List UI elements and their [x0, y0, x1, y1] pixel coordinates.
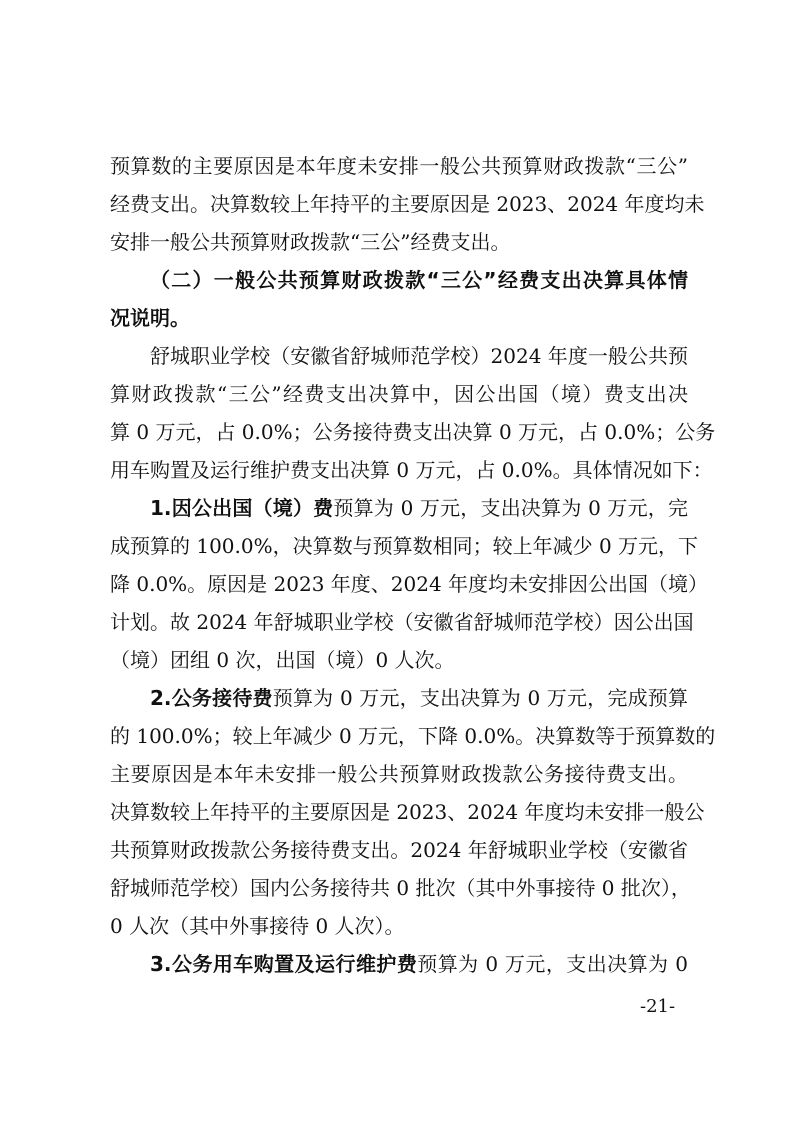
- paragraph-line: 成预算的 100.0%，决算数与预算数相同；较上年减少 0 万元，下: [110, 534, 699, 558]
- paragraph-intro: [110, 147, 705, 261]
- paragraph-summary: [110, 337, 716, 489]
- paragraph-line: 算 0 万元，占 0.0%；公务接待费支出决算 0 万元，占 0.0%；公务: [110, 420, 716, 444]
- item-first-line: [110, 679, 688, 717]
- paragraph-line: 共预算财政拨款公务接待费支出。2024 年舒城职业学校（安徽省: [110, 838, 688, 862]
- item-official-reception: [110, 679, 716, 945]
- item-first-line: [110, 945, 688, 983]
- paragraph-line: （境）团组 0 次，出国（境）0 人次。: [110, 648, 455, 672]
- paragraph-line: 安排一般公共预算财政拨款“三公”经费支出。: [110, 230, 511, 254]
- item-text: 预算为 0 万元，支出决算为 0: [417, 952, 689, 976]
- document-body: [110, 147, 716, 983]
- paragraph-line: 降 0.0%。原因是 2023 年度、2024 年度均未安排因公出国（境）: [110, 572, 709, 596]
- paragraph-line: 0 人次（其中外事接待 0 人次）。: [110, 914, 405, 938]
- item-text: 预算为 0 万元，支出决算为 0 万元，完: [333, 496, 688, 520]
- paragraph-line: 舒城职业学校（安徽省舒城师范学校）2024 年度一般公共预: [150, 344, 688, 368]
- heading-line: （二）一般公共预算财政拨款“三公”经费支出决算具体情: [150, 268, 688, 292]
- page-number: -21-: [640, 996, 676, 1017]
- item-text: 预算为 0 万元，支出决算为 0 万元，完成预算: [272, 686, 688, 710]
- item-overseas-travel: [110, 489, 709, 679]
- section-heading: [110, 261, 688, 337]
- item-title: 2.公务接待费: [150, 686, 273, 710]
- paragraph-line: 用车购置及运行维护费支出决算 0 万元，占 0.0%。具体情况如下：: [110, 458, 713, 482]
- paragraph-line: 决算数较上年持平的主要原因是 2023、2024 年度均未安排一般公: [110, 800, 705, 824]
- paragraph-line: 的 100.0%；较上年减少 0 万元，下降 0.0%。决算数等于预算数的: [110, 724, 716, 748]
- paragraph-line: 舒城师范学校）国内公务接待共 0 批次（其中外事接待 0 批次），: [110, 876, 691, 900]
- paragraph-line: 预算数的主要原因是本年度未安排一般公共预算财政拨款“三公”: [110, 154, 688, 178]
- item-title: 3.公务用车购置及运行维护费: [150, 952, 418, 976]
- paragraph-line: 主要原因是本年未安排一般公共预算财政拨款公务接待费支出。: [110, 762, 688, 786]
- item-official-vehicles: [110, 945, 688, 983]
- paragraph-line: 计划。故 2024 年舒城职业学校（安徽省舒城师范学校）因公出国: [110, 610, 694, 634]
- heading-line: 况说明。: [110, 306, 190, 330]
- paragraph-line: 经费支出。决算数较上年持平的主要原因是 2023、2024 年度均未: [110, 192, 705, 216]
- item-title: 1.因公出国（境）费: [150, 496, 334, 520]
- paragraph-line: 算财政拨款“三公”经费支出决算中，因公出国（境）费支出决: [110, 382, 688, 406]
- item-first-line: [110, 489, 688, 527]
